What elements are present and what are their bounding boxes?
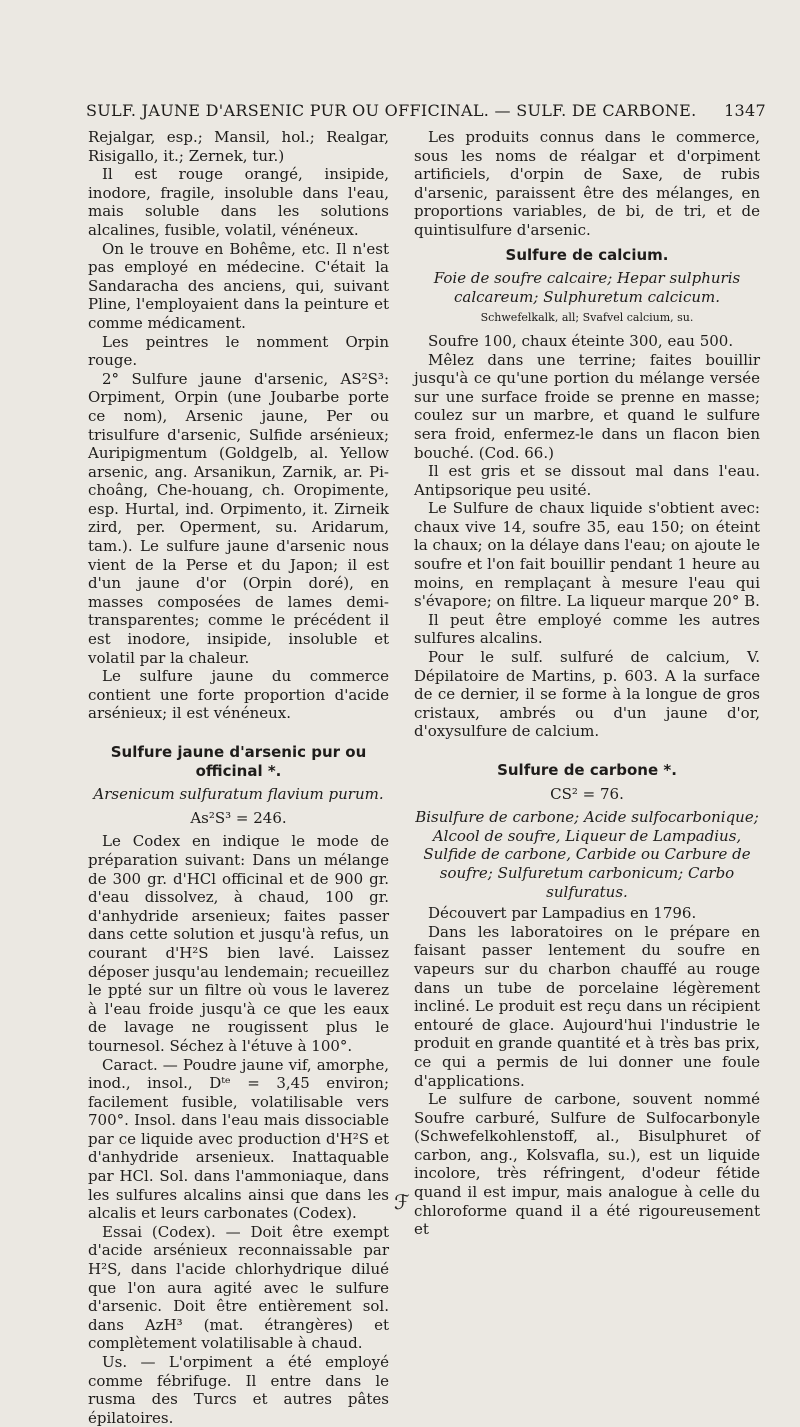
paragraph: Rejalgar, esp.; Mansil, hol.; Realgar, Risigallo, it.; Zernek, tur.) bbox=[88, 128, 389, 165]
footer-mark: ℱ bbox=[394, 1190, 410, 1214]
paragraph: Il est gris et se dissout mal dans l'eau. Antipsorique peu usité. bbox=[414, 462, 760, 499]
paragraph: Les produits connus dans le commerce, sous les noms de réalgar et d'orpiment artificiels, d'orpin de Saxe, de rubis d'arsenic, paraissent être des mélanges, en proportions variables, de bi, de tri, et de quintisulfure d'arsenic. bbox=[414, 128, 760, 239]
paragraph: Le Sulfure de chaux liquide s'obtient avec: chaux vive 14, soufre 35, eau 150; on éteint la chaux; on la délaye dans l'eau; on ajoute le soufre et l'on fait bouillir pendant 1 heure au moins, en remplaçant à mesure l'eau qui s'évapore; on filtre. La liqueur marque 20° B. bbox=[414, 499, 760, 611]
section-heading-orpiment: Sulfure jaune d'arsenic pur ou officinal *. bbox=[110, 743, 367, 780]
left-column bbox=[88, 128, 389, 1427]
paragraph: Dans les laboratoires on le prépare en faisant passer lentement du soufre en vapeurs sur du charbon chauffé au rouge dans un tube de porcelaine légèrement incliné. Le produit est reçu dans un récipient entouré de glace. Aujourd'hui l'industrie le produit en grande quantité et à très bas prix, ce qui a permis de lui donner une foule d'applications. bbox=[414, 922, 760, 1090]
paragraph: Pour le sulf. sulfuré de calcium, V. Dépilatoire de Martins, p. 603. A la surface de ce dernier, il se forme à la longue de gros cristaux, ambrés ou d'un jaune d'or, d'oxysulfure de calcium. bbox=[414, 648, 760, 741]
section-heading-calcium: Sulfure de calcium. bbox=[505, 245, 669, 264]
paragraph: Essai (Codex). — Doit être exempt d'acide arsénieux reconnaissable par H²S, dans l'acide chlorhydrique dilué que l'on aura agité avec le sulfure d'arsenic. Doit être entièrement sol. dans AzH³ (mat. étrangères) et complètement volatilisable à chaud. bbox=[88, 1222, 389, 1353]
synonyms: Bisulfure de carbone; Acide sulfocarbonique; Alcool de soufre, Liqueur de Lampadius, Sulfide de carbone, Carbide ou Carbure de soufre; Sulfuretum carbonicum; Carbo sulfuratus. bbox=[415, 808, 759, 901]
paragraph: Le sulfure jaune du commerce contient une forte proportion d'acide arsénieux; il est vénéneux. bbox=[88, 667, 389, 723]
paragraph: On le trouve en Bohême, etc. Il n'est pas employé en médecine. C'était la Sandaracha des anciens, qui, suivant Pline, l'employaient dans la peinture et comme médicament. bbox=[88, 239, 389, 332]
formula: As²S³ = 246. bbox=[190, 808, 287, 827]
paragraph: Il est rouge orangé, insipide, inodore, fragile, insoluble dans l'eau, mais soluble dans les solutions alcalines, fusible, volatil, vénéneux. bbox=[88, 165, 389, 239]
page-number: 1347 bbox=[724, 101, 766, 120]
paragraph: 2° Sulfure jaune d'arsenic, AS²S³: Orpiment, Orpin (une Joubarbe porte ce nom), Arsenic jaune, Per ou trisulfure d'arsenic, Sulfide arsénieux; Auripigmentum (Goldgelb, al. Yellow arsenic, ang. Arsanikun, Zarnik, ar. Pi-choâng, Che-houang, ch. Oropimente, esp. Hurtal, ind. Orpimento, it. Zirneik zird, per. Operment, su. Aridarum, tam.). Le sulfure jaune d'arsenic nous vient de la Perse et du Japon; il est d'un jaune d'or (Orpin doré), en masses composées de lames demi-transparentes; comme le précédent il est inodore, insipide, insoluble et volatil par la chaleur. bbox=[88, 369, 389, 667]
paragraph: Il peut être employé comme les autres sulfures alcalins. bbox=[414, 610, 760, 648]
formula: CS² = 76. bbox=[550, 784, 624, 803]
paragraph: Us. — L'orpiment a été employé comme fébrifuge. Il entre dans le rusma des Turcs et autres pâtes épilatoires. bbox=[88, 1353, 389, 1427]
running-title: SULF. JAUNE D'ARSENIC PUR OU OFFICINAL. — SULF. DE CARBONE. bbox=[86, 101, 697, 120]
paragraph: Le Codex en indique le mode de préparation suivant: Dans un mélange de 300 gr. d'HCl officinal et de 900 gr. d'eau dissolvez, à chaud, 100 gr. d'anhydride arsenieux; faites passer dans cette solution et jusqu'à refus, un courant d'H²S bien lavé. Laissez déposer jusqu'au lendemain; recueillez le ppté sur un filtre où vous le laverez à l'eau froide jusqu'à ce que les eaux de lavage ne rougissent plus le tournesol. Séchez à l'étuve à 100°. bbox=[88, 832, 389, 1055]
paragraph: Mêlez dans une terrine; faites bouillir jusqu'à ce qu'une portion du mélange versée sur une surface froide se prenne en masse; coulez sur un marbre, et quand le sulfure sera froid, enfermez-le dans un flacon bien bouché. (Cod. 66.) bbox=[414, 350, 760, 462]
paragraph: Caract. — Poudre jaune vif, amorphe, inod., insol., Dᵗᵉ = 3,45 environ; facilement fusible, volatilisable vers 700°. Insol. dans l'eau mais dissociable par ce liquide avec production d'H²S et d'anhydride arsenieux. Inattaquable par HCl. Sol. dans l'ammoniaque, dans les sulfures alcalins ainsi que dans les alcalis et leurs carbonates (Codex). bbox=[88, 1055, 389, 1223]
paragraph: Découvert par Lampadius en 1796. bbox=[428, 904, 697, 923]
section-heading-carbone: Sulfure de carbone *. bbox=[497, 761, 677, 779]
latin-name: Arsenicum sulfuratum flavium purum. bbox=[93, 785, 384, 804]
synonyms: Foie de soufre calcaire; Hepar sulphuris calcareum; Sulphuretum calcicum. bbox=[433, 269, 741, 306]
paragraph: Soufre 100, chaux éteinte 300, eau 500. bbox=[428, 331, 734, 350]
paragraph: Le sulfure de carbone, souvent nommé Soufre carburé, Sulfure de Sulfocarbonyle (Schwefelkohlenstoff, al., Bisulphuret of carbon, ang., Kolsvafla, su.), est un liquide incolore, très réfringent, d'odeur fétide quand il est impur, mais analogue à celle du chloroforme quand il a été rigoureusement et bbox=[414, 1090, 760, 1239]
paragraph: Les peintres le nomment Orpin rouge. bbox=[88, 332, 389, 370]
right-column bbox=[414, 128, 760, 1239]
foreign-names: Schwefelkalk, all; Svafvel calcium, su. bbox=[480, 311, 694, 325]
